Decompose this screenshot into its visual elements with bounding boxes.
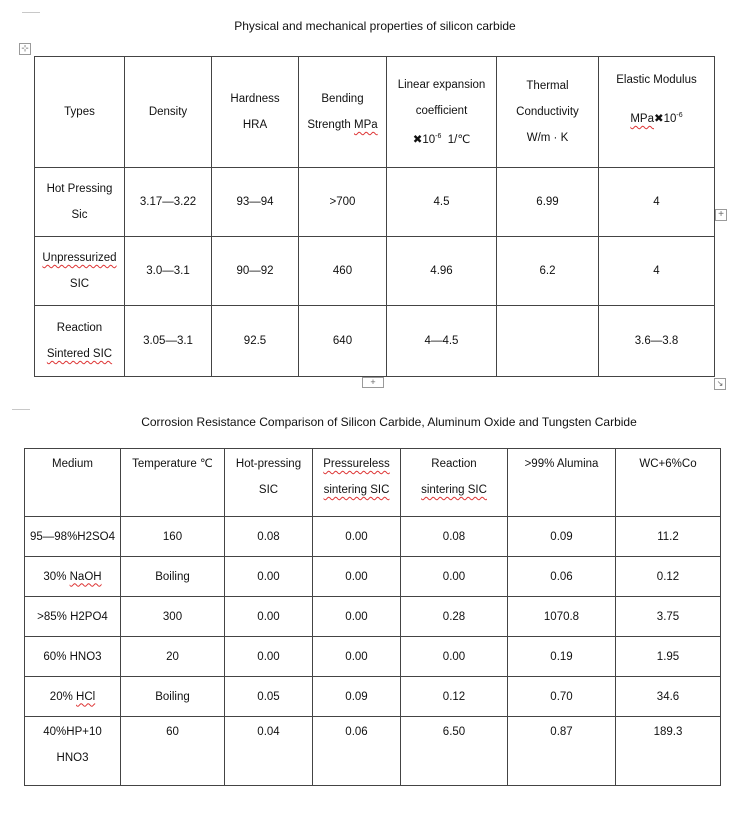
react-cell: 0.12 bbox=[401, 677, 508, 717]
page-margin-mark-middle bbox=[12, 409, 30, 410]
header-linear-expansion bbox=[387, 57, 497, 168]
alumina-cell: 0.06 bbox=[508, 557, 616, 597]
react-cell: 0.00 bbox=[401, 557, 508, 597]
header-bending-strength: Strength bbox=[307, 119, 354, 131]
elastic-cell: 4 bbox=[599, 237, 715, 306]
temp-cell: 60 bbox=[121, 717, 225, 786]
density-cell: 3.17—3.22 bbox=[125, 168, 212, 237]
hot-cell: 0.08 bbox=[225, 517, 313, 557]
elastic-cell: 4 bbox=[599, 168, 715, 237]
table-move-handle-icon[interactable]: ⊹ bbox=[19, 43, 31, 55]
hardness-cell: 92.5 bbox=[212, 306, 299, 377]
header-hot-line1: Hot-pressing bbox=[235, 458, 302, 470]
header-press-line2-text: sintering SIC bbox=[323, 484, 390, 496]
react-cell: 6.50 bbox=[401, 717, 508, 786]
medium-name: HCl bbox=[76, 690, 96, 703]
header-elastic-line2 bbox=[601, 103, 712, 132]
hot-cell: 0.00 bbox=[225, 637, 313, 677]
corrosion-table bbox=[24, 448, 721, 786]
header-thermal bbox=[497, 57, 599, 168]
medium-name: NaOH bbox=[69, 570, 102, 583]
table-row bbox=[25, 637, 721, 677]
medium-line2: HNO3 bbox=[56, 752, 89, 764]
medium-cell: 95—98%H2SO4 bbox=[25, 517, 121, 557]
header-elastic bbox=[599, 57, 715, 168]
header-hot-pressing bbox=[225, 449, 313, 517]
alumina-cell: 0.70 bbox=[508, 677, 616, 717]
wc-cell: 189.3 bbox=[616, 717, 721, 786]
medium-prefix: 20% bbox=[49, 690, 77, 703]
temp-cell: 300 bbox=[121, 597, 225, 637]
header-alumina: >99% Alumina bbox=[508, 449, 616, 517]
medium-cell bbox=[25, 677, 121, 717]
press-cell: 0.00 bbox=[313, 597, 401, 637]
type-line2 bbox=[37, 341, 122, 367]
header-linear-line2: coefficient bbox=[415, 104, 468, 117]
elastic-cell: 3.6—3.8 bbox=[599, 306, 715, 377]
wc-cell: 11.2 bbox=[616, 517, 721, 557]
alumina-cell: 0.87 bbox=[508, 717, 616, 786]
press-cell: 0.06 bbox=[313, 717, 401, 786]
header-thermal-line2: Conductivity bbox=[516, 106, 579, 118]
table-row bbox=[35, 306, 715, 377]
thermal-cell: 6.99 bbox=[497, 168, 599, 237]
header-bending bbox=[299, 57, 387, 168]
wc-cell: 3.75 bbox=[616, 597, 721, 637]
header-pressureless bbox=[313, 449, 401, 517]
header-linear-mult: ✖10 bbox=[412, 133, 436, 146]
medium-cell bbox=[25, 717, 121, 786]
temp-cell: 20 bbox=[121, 637, 225, 677]
alumina-cell: 0.19 bbox=[508, 637, 616, 677]
header-temperature: Temperature ℃ bbox=[121, 449, 225, 517]
thermal-cell bbox=[497, 306, 599, 377]
header-elastic-unit: MPa bbox=[630, 112, 654, 125]
header-hardness bbox=[212, 57, 299, 168]
density-cell: 3.0—3.1 bbox=[125, 237, 212, 306]
temp-cell: 160 bbox=[121, 517, 225, 557]
medium-line1: 40%HP+10 bbox=[43, 726, 102, 738]
hardness-cell: 93—94 bbox=[212, 168, 299, 237]
medium-cell: >85% H2PO4 bbox=[25, 597, 121, 637]
type-line1: Unpressurized bbox=[42, 252, 117, 264]
header-linear-line3 bbox=[389, 124, 494, 153]
header-press-line1-text: Pressureless bbox=[323, 458, 390, 470]
medium-cell bbox=[25, 557, 121, 597]
temp-cell: Boiling bbox=[121, 677, 225, 717]
header-bending-unit: MPa bbox=[354, 119, 378, 131]
wc-cell: 0.12 bbox=[616, 557, 721, 597]
header-bending-line2 bbox=[301, 112, 384, 138]
press-cell: 0.00 bbox=[313, 557, 401, 597]
header-linear-unit: 1/℃ bbox=[447, 133, 471, 146]
header-bending-line1: Bending bbox=[321, 93, 364, 105]
header-react-line1: Reaction bbox=[431, 458, 477, 470]
table-row bbox=[25, 677, 721, 717]
table-row bbox=[25, 557, 721, 597]
header-hot-line2: SIC bbox=[258, 484, 279, 496]
hot-cell: 0.05 bbox=[225, 677, 313, 717]
bending-cell: 460 bbox=[299, 237, 387, 306]
hot-cell: 0.04 bbox=[225, 717, 313, 786]
table-row bbox=[35, 237, 715, 306]
header-react-line2-text: sintering SIC bbox=[421, 484, 487, 496]
header-medium: Medium bbox=[25, 449, 121, 517]
header-thermal-line1: Thermal bbox=[526, 80, 569, 92]
table-row bbox=[25, 597, 721, 637]
react-cell: 0.08 bbox=[401, 517, 508, 557]
header-wc: WC+6%Co bbox=[616, 449, 721, 517]
header-elastic-mult: ✖10 bbox=[653, 112, 677, 125]
hot-cell: 0.00 bbox=[225, 597, 313, 637]
page-margin-mark-top bbox=[22, 12, 40, 13]
header-density: Density bbox=[125, 57, 212, 168]
table-row bbox=[25, 717, 721, 786]
density-cell: 3.05—3.1 bbox=[125, 306, 212, 377]
properties-table bbox=[34, 56, 715, 377]
hardness-cell: 90—92 bbox=[212, 237, 299, 306]
bending-cell: >700 bbox=[299, 168, 387, 237]
table-row bbox=[25, 517, 721, 557]
header-types: Types bbox=[35, 57, 125, 168]
table1-title: Physical and mechanical properties of silicon carbide bbox=[234, 19, 516, 33]
header-react-line2 bbox=[403, 477, 505, 503]
wc-cell: 1.95 bbox=[616, 637, 721, 677]
press-cell: 0.00 bbox=[313, 637, 401, 677]
corrosion-header-row bbox=[25, 449, 721, 517]
header-linear-line1: Linear expansion bbox=[397, 78, 486, 91]
header-thermal-line3: W/m · K bbox=[526, 132, 569, 144]
alumina-cell: 1070.8 bbox=[508, 597, 616, 637]
linear-cell: 4.96 bbox=[387, 237, 497, 306]
type-cell bbox=[35, 168, 125, 237]
table-resize-icon[interactable]: ↘ bbox=[714, 378, 726, 390]
alumina-cell: 0.09 bbox=[508, 517, 616, 557]
bending-cell: 640 bbox=[299, 306, 387, 377]
react-cell: 0.00 bbox=[401, 637, 508, 677]
table2-title: Corrosion Resistance Comparison of Silicon Carbide, Aluminum Oxide and Tungsten Carbide bbox=[141, 415, 637, 429]
table-row bbox=[35, 168, 715, 237]
header-linear-exp: -6 bbox=[435, 132, 442, 140]
hot-cell: 0.00 bbox=[225, 557, 313, 597]
wc-cell: 34.6 bbox=[616, 677, 721, 717]
type-cell bbox=[35, 237, 125, 306]
header-elastic-line1: Elastic Modulus bbox=[616, 74, 697, 86]
type-line1: Hot Pressing bbox=[46, 183, 113, 195]
temp-cell: Boiling bbox=[121, 557, 225, 597]
press-cell: 0.00 bbox=[313, 517, 401, 557]
properties-header-row bbox=[35, 57, 715, 168]
type-cell bbox=[35, 306, 125, 377]
type-line2: Sic bbox=[71, 209, 88, 221]
header-hardness-line2: HRA bbox=[242, 119, 268, 131]
header-hardness-line1: Hardness bbox=[230, 93, 280, 105]
linear-cell: 4—4.5 bbox=[387, 306, 497, 377]
type-line2: SIC bbox=[69, 278, 90, 290]
header-press-line1 bbox=[315, 451, 398, 477]
type-line2-text: Sintered SIC bbox=[46, 348, 113, 360]
linear-cell: 4.5 bbox=[387, 168, 497, 237]
press-cell: 0.09 bbox=[313, 677, 401, 717]
add-column-plus-icon[interactable]: + bbox=[715, 209, 727, 221]
header-reaction bbox=[401, 449, 508, 517]
medium-cell: 60% HNO3 bbox=[25, 637, 121, 677]
header-elastic-exp: -6 bbox=[676, 112, 683, 119]
thermal-cell: 6.2 bbox=[497, 237, 599, 306]
type-line1: Reaction bbox=[56, 322, 103, 334]
medium-prefix: 30% bbox=[43, 570, 70, 583]
header-press-line2 bbox=[315, 477, 398, 503]
add-row-plus-icon[interactable]: + bbox=[362, 377, 384, 388]
react-cell: 0.28 bbox=[401, 597, 508, 637]
